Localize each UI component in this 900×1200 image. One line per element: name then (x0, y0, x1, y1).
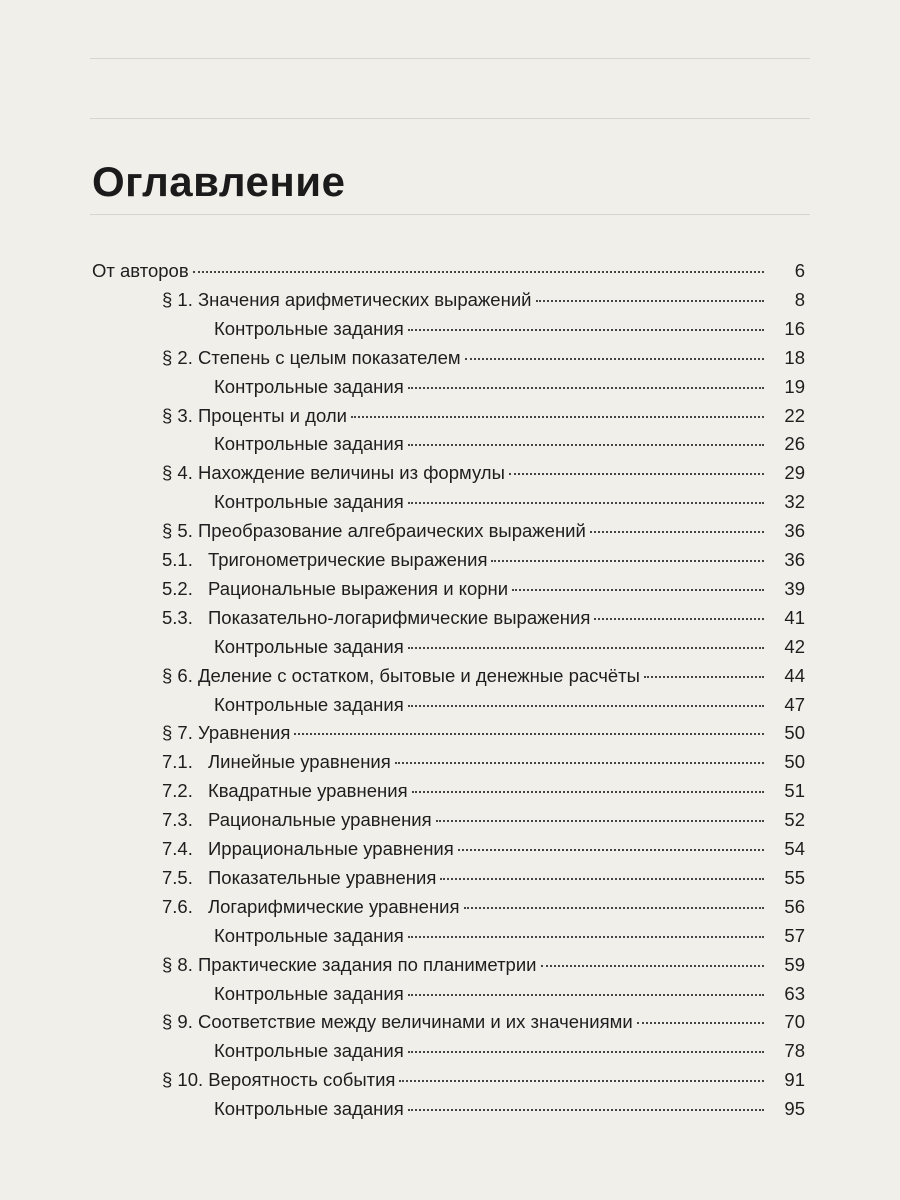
toc-entry-number: 7.5. (162, 866, 193, 888)
toc-dot-leader (408, 647, 764, 649)
toc-entry (162, 778, 768, 804)
toc-dot-leader (491, 560, 764, 562)
toc-entry-label: Контрольные задания (214, 433, 404, 455)
toc-entry-label: Иррациональные уравнения (208, 838, 454, 859)
toc-page-number: 70 (784, 1011, 805, 1033)
toc-entry-label: Показательно-логарифмические выражения (208, 606, 591, 628)
toc-page-number: 36 (784, 520, 805, 542)
toc-dot-leader (294, 733, 764, 735)
toc-dot-leader (465, 358, 764, 360)
toc-entry-label: § 10. Вероятность события (162, 1069, 396, 1091)
toc-entry-label: Рациональные выражения и корни (208, 577, 509, 599)
toc-dot-leader (351, 416, 764, 418)
toc-dot-leader (408, 1109, 764, 1111)
toc-entry-label: Контрольные задания (214, 1098, 404, 1120)
toc-entry (162, 403, 768, 429)
toc-dot-leader (436, 820, 764, 822)
toc-dot-leader (408, 329, 764, 331)
toc-row (0, 345, 900, 371)
toc-page-number: 29 (784, 462, 805, 484)
toc-entry (162, 460, 768, 486)
toc-entry (214, 981, 768, 1007)
toc-entry (214, 316, 768, 342)
toc-page-number: 52 (784, 809, 805, 831)
toc-entry-number: 7.3. (162, 809, 193, 831)
toc-row (0, 374, 900, 400)
toc-dot-leader (458, 849, 764, 851)
toc-page-number: 56 (784, 895, 805, 917)
toc-entry-number: 7.2. (162, 780, 193, 802)
toc-entry-label: Показательные уравнения (208, 866, 437, 888)
toc-dot-leader (412, 791, 764, 793)
toc-row (0, 952, 900, 978)
toc-dot-leader (408, 994, 764, 996)
toc-entry (214, 923, 768, 949)
toc-page-number: 50 (784, 722, 805, 744)
toc-page-number: 41 (784, 606, 805, 628)
toc-entry (162, 749, 768, 775)
toc-dot-leader (594, 618, 764, 620)
toc-row (0, 865, 900, 891)
toc-entry-label: § 5. Преобразование алгебраических выражений (162, 520, 586, 542)
toc-row (0, 749, 900, 775)
toc-row (0, 1067, 900, 1093)
toc-entry (162, 894, 768, 920)
toc-entry-label: Контрольные задания (214, 982, 404, 1004)
toc-page-number: 54 (784, 838, 805, 859)
toc-row (0, 547, 900, 573)
toc-entry-label: Логарифмические уравнения (208, 895, 460, 917)
toc-entry-label: Контрольные задания (214, 635, 404, 657)
toc-row (0, 287, 900, 313)
toc-page-number: 19 (784, 375, 805, 397)
toc-entry-number: 7.4. (162, 838, 193, 859)
toc-dot-leader (440, 878, 764, 880)
toc-entry-number: 5.1. (162, 549, 193, 570)
toc-entry-number: 7.1. (162, 751, 193, 773)
toc-row (0, 258, 900, 284)
toc-dot-leader (395, 762, 764, 764)
toc-dot-leader (408, 705, 764, 707)
toc-entry (214, 374, 768, 400)
toc-entry-label: Линейные уравнения (208, 751, 391, 773)
toc-entry-label: Контрольные задания (214, 317, 404, 339)
toc-entry (162, 576, 768, 602)
toc-dot-leader (399, 1080, 764, 1082)
toc-entry-number: 5.2. (162, 577, 193, 599)
toc-entry-number: 5.3. (162, 606, 193, 628)
toc-entry-label: Тригонометрические выражения (208, 549, 488, 570)
toc-row (0, 894, 900, 920)
toc-entry (214, 692, 768, 718)
toc-page-number: 16 (784, 317, 805, 339)
toc-entry-label: § 8. Практические задания по планиметрии (162, 953, 537, 975)
toc-page-number: 78 (784, 1040, 805, 1062)
toc-page-number: 6 (794, 260, 805, 281)
toc-page-number: 39 (784, 577, 805, 599)
toc-entry-label: § 7. Уравнения (162, 722, 291, 744)
toc-entry (214, 1096, 768, 1122)
toc-entry-label: Контрольные задания (214, 375, 404, 397)
toc-entry (214, 431, 768, 457)
toc-page-number: 59 (784, 953, 805, 975)
toc-row (0, 663, 900, 689)
toc-page-number: 32 (784, 491, 805, 513)
toc-row (0, 489, 900, 515)
toc-row (0, 720, 900, 746)
toc-page-number: 42 (784, 635, 805, 657)
toc-dot-leader (193, 271, 764, 273)
toc-entry-label: Контрольные задания (214, 1040, 404, 1062)
toc-dot-leader (536, 300, 765, 302)
toc-entry-label: Контрольные задания (214, 693, 404, 715)
toc-entry-label: Рациональные уравнения (208, 809, 432, 831)
toc-row (0, 981, 900, 1007)
toc-page-number: 8 (794, 288, 805, 310)
toc-entry (162, 663, 768, 689)
toc-dot-leader (509, 473, 764, 475)
toc-dot-leader (644, 676, 764, 678)
toc-entry (162, 1067, 768, 1093)
toc-entry (162, 836, 768, 862)
toc-row (0, 1009, 900, 1035)
toc-page-number: 51 (784, 780, 805, 802)
toc-entry-label: § 1. Значения арифметических выражений (162, 288, 532, 310)
toc-entry-label: Контрольные задания (214, 924, 404, 946)
toc-row (0, 460, 900, 486)
page-title: Оглавление (92, 158, 346, 205)
toc-entry (162, 720, 768, 746)
toc-entry (162, 287, 768, 313)
toc-page-number: 57 (784, 924, 805, 946)
toc-entry-label: § 9. Соответствие между величинами и их значениями (162, 1011, 633, 1033)
toc-page-number: 26 (784, 433, 805, 455)
toc-dot-leader (464, 907, 764, 909)
toc-row (0, 316, 900, 342)
toc-entry-label: § 3. Проценты и доли (162, 404, 347, 426)
toc-dot-leader (541, 965, 765, 967)
toc-row (0, 692, 900, 718)
toc-entry-number: 7.6. (162, 895, 193, 917)
toc-entry-label: От авторов (92, 260, 189, 281)
toc-dot-leader (408, 502, 764, 504)
toc-page-number: 18 (784, 346, 805, 368)
toc-row (0, 923, 900, 949)
toc-entry (162, 605, 768, 631)
toc-page-number: 95 (784, 1098, 805, 1120)
toc-page-number: 36 (784, 549, 805, 570)
toc-entry (92, 258, 768, 284)
toc-row (0, 1038, 900, 1064)
toc-entry (162, 865, 768, 891)
toc-dot-leader (637, 1022, 764, 1024)
toc-entry (162, 547, 768, 573)
toc-dot-leader (512, 589, 764, 591)
toc-entry (214, 489, 768, 515)
toc-dot-leader (408, 444, 764, 446)
toc-row (0, 836, 900, 862)
toc-page-number: 22 (784, 404, 805, 426)
toc-dot-leader (408, 936, 764, 938)
toc-row (0, 778, 900, 804)
toc-dot-leader (590, 531, 764, 533)
toc-entry-label: Квадратные уравнения (208, 780, 408, 802)
toc-dot-leader (408, 1051, 764, 1053)
toc-row (0, 518, 900, 544)
toc-entry-label: § 4. Нахождение величины из формулы (162, 462, 505, 484)
toc-entry (162, 807, 768, 833)
toc-row (0, 1096, 900, 1122)
toc-entry (214, 1038, 768, 1064)
toc-row (0, 605, 900, 631)
toc-page-number: 47 (784, 693, 805, 715)
toc-page-number: 50 (784, 751, 805, 773)
toc-entry-label: § 6. Деление с остатком, бытовые и денежные расчёты (162, 664, 640, 686)
toc-row (0, 634, 900, 660)
toc-page-number: 63 (784, 982, 805, 1004)
toc-dot-leader (408, 387, 764, 389)
toc-row (0, 576, 900, 602)
toc-row (0, 403, 900, 429)
toc-entry (214, 634, 768, 660)
toc-entry-label: Контрольные задания (214, 491, 404, 513)
toc-entry-label: § 2. Степень с целым показателем (162, 346, 461, 368)
toc-page-number: 91 (784, 1069, 805, 1091)
toc-row (0, 807, 900, 833)
toc-entry (162, 345, 768, 371)
toc-row (0, 431, 900, 457)
toc-page-number: 44 (784, 664, 805, 686)
toc-page-number: 55 (784, 866, 805, 888)
toc-entry (162, 1009, 768, 1035)
toc-entry (162, 952, 768, 978)
toc-entry (162, 518, 768, 544)
